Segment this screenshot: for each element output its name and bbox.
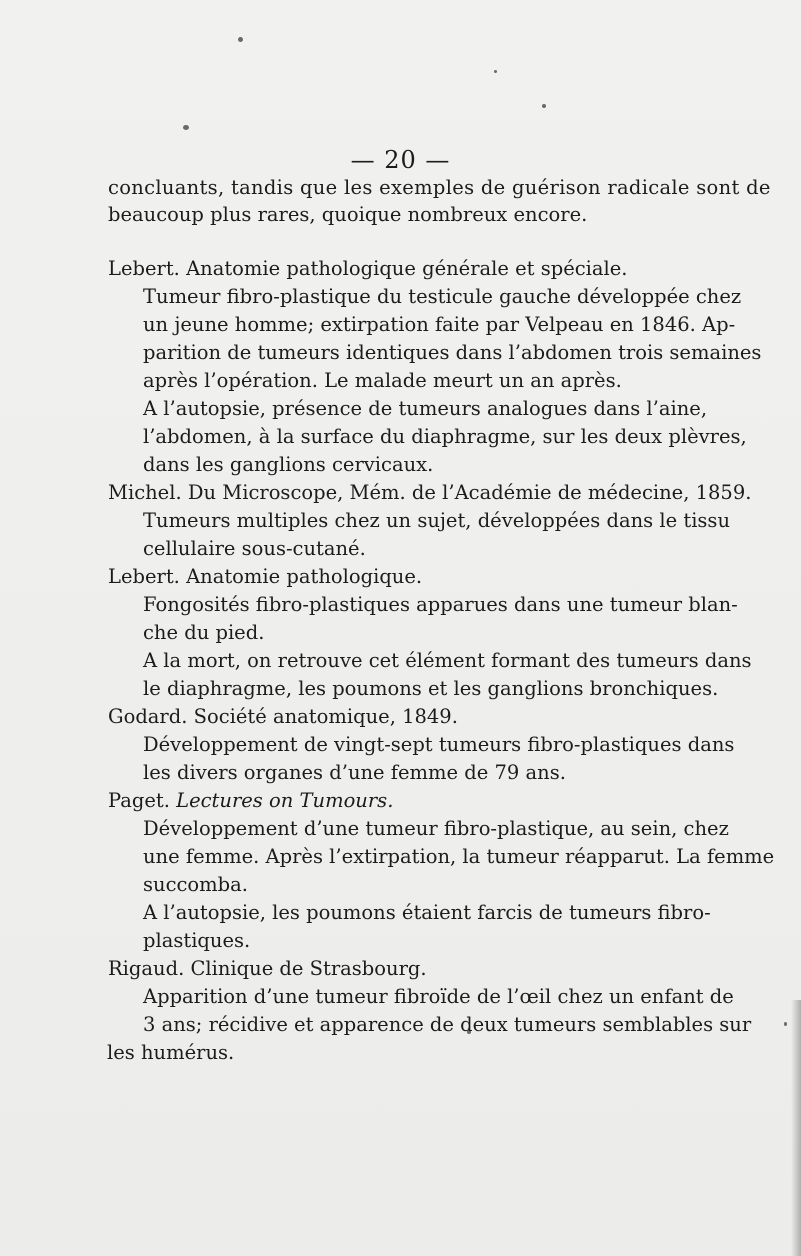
text-line: l’abdomen, à la surface du diaphragme, sur les deux plèvres, xyxy=(143,425,747,448)
page-edge-shadow xyxy=(791,1000,801,1256)
text-line: Tumeurs multiples chez un sujet, développées dans le tissu xyxy=(143,509,730,532)
text-line: succomba. xyxy=(143,873,248,896)
text-line: cellulaire sous-cutané. xyxy=(143,537,366,560)
text-line: 3 ans; récidive et apparence de deux tumeurs semblables sur xyxy=(143,1013,752,1036)
text-line: che du pied. xyxy=(143,621,265,644)
scan-speck xyxy=(542,104,546,108)
scan-speck xyxy=(494,70,497,73)
text-line: plastiques. xyxy=(143,929,251,952)
text-line: une femme. Après l’extirpation, la tumeur réapparut. La femme xyxy=(143,845,775,868)
text-line: Fongosités fibro-plastiques apparues dans une tumeur blan- xyxy=(143,593,738,616)
scan-speck xyxy=(784,1022,787,1026)
text-line: beaucoup plus rares, quoique nombreux encore. xyxy=(108,203,588,226)
author-name: Paget. xyxy=(108,789,177,812)
work-title: Lectures on Tumours. xyxy=(176,789,394,812)
text-line: A l’autopsie, présence de tumeurs analogues dans l’aine, xyxy=(143,397,708,420)
scan-speck xyxy=(238,37,243,42)
text-line: Développement d’une tumeur fibro-plastique, au sein, chez xyxy=(143,817,729,840)
text-line: A l’autopsie, les poumons étaient farcis de tumeurs fibro- xyxy=(143,901,711,924)
reference-heading: Lebert. Anatomie pathologique. xyxy=(108,565,423,588)
reference-heading: Rigaud. Clinique de Strasbourg. xyxy=(108,957,427,980)
page-number: — 20 — xyxy=(350,146,451,174)
reference-heading: Godard. Société anatomique, 1849. xyxy=(108,705,458,728)
scan-speck xyxy=(183,125,189,130)
reference-heading: Michel. Du Microscope, Mém. de l’Académie de médecine, 1859. xyxy=(108,481,752,504)
text-line: Tumeur fibro-plastique du testicule gauche développée chez xyxy=(143,285,742,308)
text-line: les divers organes d’une femme de 79 ans. xyxy=(143,761,566,784)
text-line: A la mort, on retrouve cet élément formant des tumeurs dans xyxy=(143,649,752,672)
text-line: après l’opération. Le malade meurt un an après. xyxy=(143,369,622,392)
text-line: Développement de vingt-sept tumeurs fibro-plastiques dans xyxy=(143,733,735,756)
text-line: un jeune homme; extirpation faite par Velpeau en 1846. Ap- xyxy=(143,313,736,336)
reference-heading: Lebert. Anatomie pathologique générale et spéciale. xyxy=(108,257,628,280)
text-line: dans les ganglions cervicaux. xyxy=(143,453,434,476)
text-line: parition de tumeurs identiques dans l’abdomen trois semaines xyxy=(143,341,762,364)
text-line: le diaphragme, les poumons et les ganglions bronchiques. xyxy=(143,677,719,700)
reference-heading xyxy=(108,787,393,815)
text-line: Apparition d’une tumeur fibroïde de l’œil chez un enfant de xyxy=(143,985,734,1008)
text-line: les humérus. xyxy=(107,1041,235,1064)
text-line: concluants, tandis que les exemples de guérison radicale sont de xyxy=(108,176,771,199)
